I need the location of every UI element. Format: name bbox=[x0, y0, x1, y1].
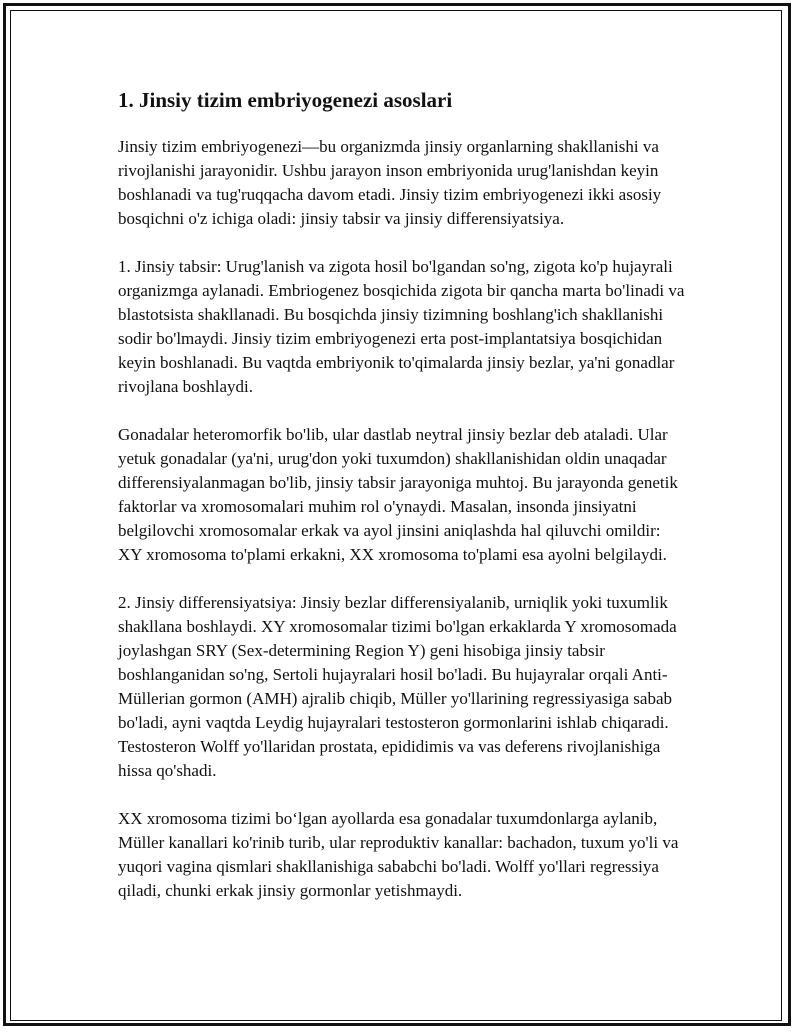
paragraph-sexual-differentiation: 2. Jinsiy differensiyatsiya: Jinsiy bezlar differensiyalanib, urniqlik yoki tuxumlik shakllana boshlaydi. XY xromosomalar tizimi bo'lgan erkaklarda Y xromosomada joylashgan SRY (Sex-determining Region Y) geni hisobiga jinsiy tabsir boshlanganidan so'ng, Sertoli hujayralari hosil bo'ladi. Bu hujayralar orqali Anti-Müllerian gormon (AMH) ajralib chiqib, Müller yo'llarining regressiyasiga sabab bo'ladi, ayni vaqtda Leydig hujayralari testosteron gormonlarini ishlab chiqaradi. Testosteron Wolff yo'llaridan prostata, epididimis va vas deferens rivojlanishiga hissa qo'shadi. bbox=[118, 593, 677, 781]
paragraph-intro: Jinsiy tizim embriyogenezi—bu organizmda jinsiy organlarning shakllanishi va rivojlanishi jarayonidir. Ushbu jarayon inson embriyonida urug'lanishdan keyin boshlanadi va tug'ruqqacha davom etadi. Jinsiy tizim embriyogenezi ikki asosiy bosqichni o'z ichiga oladi: jinsiy tabsir va jinsiy differensiyatsiya. bbox=[118, 137, 662, 229]
section-heading: 1. Jinsiy tizim embriyogenezi asoslari bbox=[118, 88, 453, 112]
paragraph-sexual-determination: 1. Jinsiy tabsir: Urug'lanish va zigota hosil bo'lgandan so'ng, zigota ko'p hujayrali organizmga aylanadi. Embriogenez bosqichida zigota bir qancha marta bo'linadi va blastotsista shakllanadi. Bu bosqichda jinsiy tizimning boshlang'ich shakllanishi sodir bo'lmaydi. Jinsiy tizim embriyogenezi erta post-implantatsiya bosqichidan keyin boshlanadi. Bu vaqtda embriyonik to'qimalarda jinsiy bezlar, ya'ni gonadlar rivojlana boshlaydi. bbox=[118, 257, 685, 397]
document-body bbox=[118, 88, 686, 927]
paragraph-gonads: Gonadalar heteromorfik bo'lib, ular dastlab neytral jinsiy bezlar deb ataladi. Ular yetuk gonadalar (ya'ni, urug'don yoki tuxumdon) shakllanishidan oldin unaqadar differensiyalanmagan bo'lib, jinsiy tabsir jarayoniga muhtoj. Bu jarayonda genetik faktorlar va xromosomalari muhim rol o'ynaydi. Masalan, insonda jinsiyatni belgilovchi xromosomalar erkak va ayol jinsini aniqlashda hal qiluvchi omildir: XY xromosoma to'plami erkakni, XX xromosoma to'plami esa ayolni belgilaydi. bbox=[118, 425, 678, 565]
paragraph-female-development: XX xromosoma tizimi bo‘lgan ayollarda esa gonadalar tuxumdonlarga aylanib, Müller kanallari ko'rinib turib, ular reproduktiv kanallar: bachadon, tuxum yo'li va yuqori vagina qismlari shakllanishiga sababchi bo'ladi. Wolff yo'llari regressiya qiladi, chunki erkak jinsiy gormonlar yetishmaydi. bbox=[118, 809, 679, 901]
